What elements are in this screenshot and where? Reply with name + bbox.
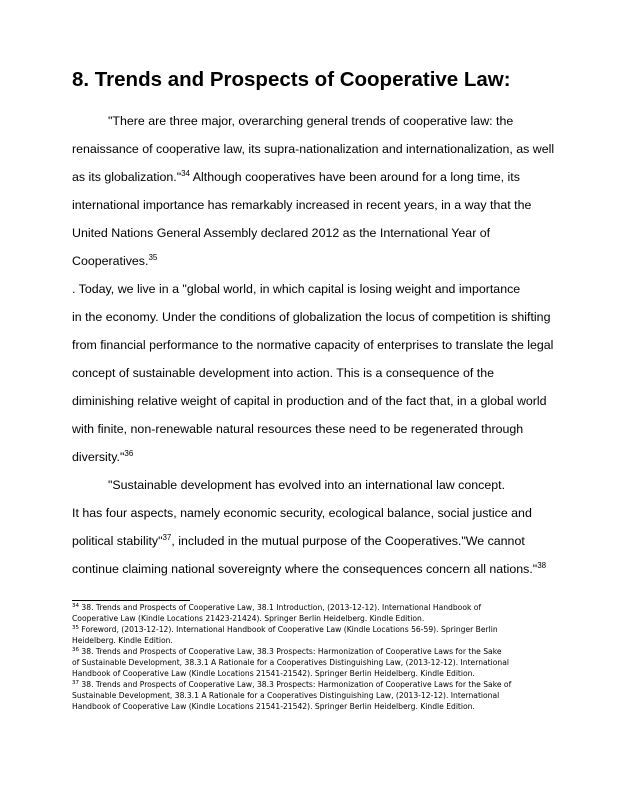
paragraph-1-line-1: "There are three major, overarching general trends of cooperative law: the <box>108 114 514 128</box>
paragraph-2-line-5: diminishing relative weight of capital in production and of the fact that, in a global world <box>72 394 547 408</box>
footnote-35-number: 35 <box>72 625 79 631</box>
footnote-36-line-2: of Sustainable Development, 38.3.1 A Rationale for a Cooperatives Distinguishing Law, (2013-12-12). International <box>72 658 509 667</box>
footnote-ref-37[interactable]: 37 <box>162 533 172 542</box>
footnote-34-line-2: Cooperative Law (Kindle Locations 21423-21424). Springer Berlin Heidelberg. Kindle Edition. <box>72 614 425 623</box>
footnote-37-line-1 <box>72 680 511 690</box>
footnote-ref-36[interactable]: 36 <box>124 449 134 458</box>
paragraph-1-line-2: renaissance of cooperative law, its supra-nationalization and internationalization, as well <box>72 142 555 156</box>
footnote-ref-35[interactable]: 35 <box>148 253 158 262</box>
paragraph-1-line-3-text-a: as its globalization." <box>72 170 182 184</box>
section-heading: 8. Trends and Prospects of Cooperative Law: <box>72 68 511 91</box>
paragraph-2-line-1: . Today, we live in a "global world, in which capital is losing weight and importance <box>72 282 521 296</box>
footnote-36-line-3: Handbook of Cooperative Law (Kindle Locations 21541-21542). Springer Berlin Heidelberg. Kindle Edition. <box>72 669 475 678</box>
paragraph-1-line-3 <box>72 169 520 185</box>
paragraph-1-line-6-text: Cooperatives. <box>72 254 149 268</box>
footnote-37-line-2: Sustainable Development, 38.3.1 A Rationale for a Cooperatives Distinguishing Law, (2013-12-12). International <box>72 691 500 700</box>
footnote-34-text-1: 38. Trends and Prospects of Cooperative Law, 38.1 Introduction, (2013-12-12). International Handbook of <box>79 603 482 612</box>
paragraph-2-line-7-text: diversity." <box>72 450 125 464</box>
footnote-37-number: 37 <box>72 680 79 686</box>
paragraph-3-line-2: It has four aspects, namely economic security, ecological balance, social justice and <box>72 506 532 520</box>
paragraph-1-line-6 <box>72 253 157 269</box>
footnote-34-number: 34 <box>72 603 79 609</box>
footnote-35-line-1 <box>72 625 498 635</box>
footnote-37-line-3: Handbook of Cooperative Law (Kindle Locations 21541-21542). Springer Berlin Heidelberg. Kindle Edition. <box>72 702 475 711</box>
footnote-ref-38[interactable]: 38 <box>537 561 547 570</box>
paragraph-2-line-7 <box>72 449 133 465</box>
paragraph-2-line-4: concept of sustainable development into action. This is a consequence of the <box>72 366 495 380</box>
footnote-35-text-1: Foreword, (2013-12-12). International Handbook of Cooperative Law (Kindle Locations 56-59). Springer Berlin <box>79 625 498 634</box>
paragraph-2-line-3: from financial performance to the normative capacity of enterprises to translate the legal <box>72 338 554 352</box>
footnote-separator <box>72 600 190 601</box>
paragraph-1-line-5: United Nations General Assembly declared 2012 as the International Year of <box>72 226 491 240</box>
footnote-37-text-1: 38. Trends and Prospects of Cooperative Law, 38.3 Prospects: Harmonization of Cooperative Laws for the Sake of <box>79 680 512 689</box>
paragraph-3-line-1: "Sustainable development has evolved into an international law concept. <box>108 478 506 492</box>
footnote-ref-34[interactable]: 34 <box>181 169 190 178</box>
paragraph-2-line-2: in the economy. Under the conditions of globalization the locus of competition is shifting <box>72 310 551 324</box>
footnote-36-number: 36 <box>72 647 79 653</box>
paragraph-2-line-6: with finite, non-renewable natural resources these need to be regenerated through <box>72 422 524 436</box>
paragraph-3-line-3-text-a: political stability" <box>72 534 163 548</box>
paragraph-1-line-4: international importance has remarkably increased in recent years, in a way that the <box>72 198 532 212</box>
paragraph-3-line-4-text: continue claiming national sovereignty where the consequences concern all nations." <box>72 562 538 576</box>
footnote-36-line-1 <box>72 647 502 657</box>
footnote-36-text-1: 38. Trends and Prospects of Cooperative Law, 38.3 Prospects: Harmonization of Cooperative Laws for the Sake <box>79 647 502 656</box>
paragraph-1-line-3-text-b: Although cooperatives have been around for a long time, its <box>190 170 520 184</box>
paragraph-3-line-3-text-b: , included in the mutual purpose of the Cooperatives."We cannot <box>171 534 525 548</box>
paragraph-3-line-4 <box>72 561 546 577</box>
footnote-35-line-2: Heidelberg. Kindle Edition. <box>72 636 173 645</box>
paragraph-3-line-3 <box>72 533 525 549</box>
footnote-34-line-1 <box>72 603 481 613</box>
